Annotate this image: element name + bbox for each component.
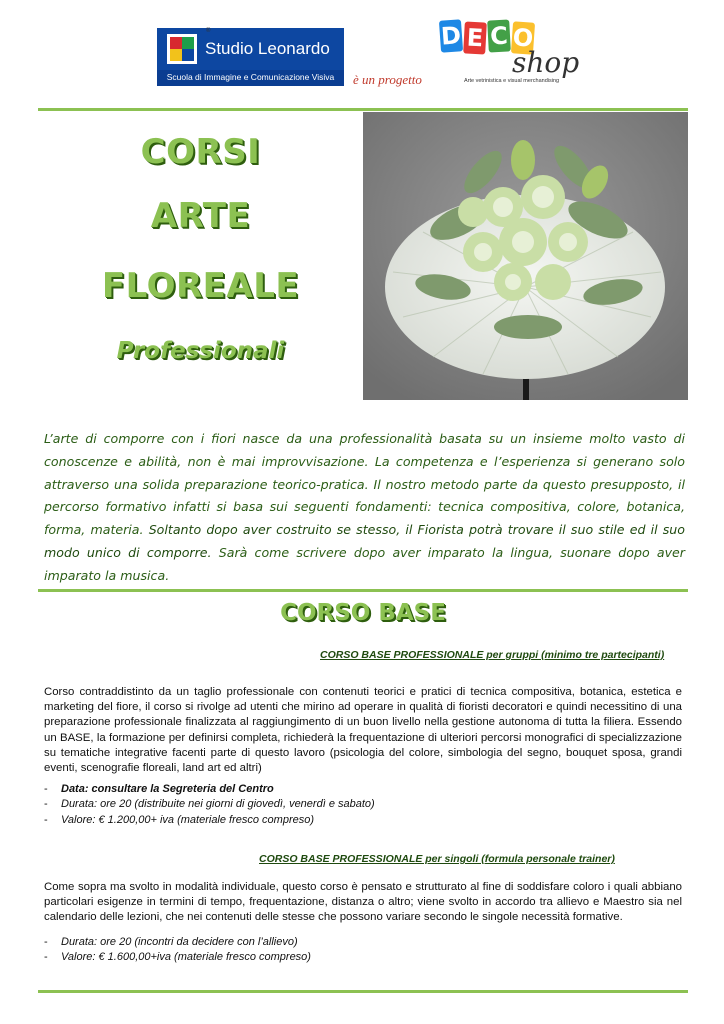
- floral-bouquet-photo: [363, 112, 688, 400]
- deco-letter-o: O: [511, 21, 535, 54]
- deco-shop-logo: [440, 20, 600, 90]
- studio-leonardo-name: Studio Leonardo: [205, 39, 330, 58]
- deco-tagline: Arte vetrinistica e visual merchandising: [464, 78, 560, 84]
- singoli-bullet-list: [44, 935, 311, 966]
- singoli-description: Come sopra ma svolto in modalità individuale, questo corso è pensato e strutturato al fine di soddisfare coloro i quali abbiano particolari esigenze in termini di tempo, frequentazione, distanza o altro; viene svolto in accordo tra allievo e Maestro sia nel calendario delle lezioni, che nei contenuti delle stesse che possono variare secondo le singole necessità formative.: [44, 881, 682, 924]
- bouquet-illustration: [363, 112, 688, 400]
- singoli-bullet-durata: Durata: ore 20 (incontri da decidere con l’allievo): [61, 936, 298, 948]
- list-item: - Data: consultare la Segreteria del Centro: [44, 783, 274, 795]
- gruppi-description: Corso contraddistinto da un taglio professionale con contenuti teorici e pratici di tecnica compositiva, botanica, estetica e marketing del fiore, il corso si rivolge ad utenti che mirino ad operare in qualità di fioristi decoratori e quindi necessitino di una preparazione professionale finalizzata al raggiungimento di un buon livello nella gestione autonoma di tutta la filiera. Essendo un BASE, la formazione per definirsi completa, richiederà la frequentazione di ulteriori percorsi monografici di specializzazione su tematiche integrative facenti parte di questo lavoro (psicologia del colore, simbologia del segno, bouquet sposa, grandi eventi, scenografie floreali, land art ed altri): [44, 686, 682, 775]
- gruppi-bullet-valore: Valore: € 1.200,00+ iva (materiale fresco compreso): [61, 813, 315, 826]
- singoli-heading: CORSO BASE PROFESSIONALE per singoli (formula personale trainer): [259, 853, 615, 865]
- intro-text-emphasis: Soltanto dopo aver costruito se stesso, il Fiorista potrà trovare il suo stile ed il suo modo unico di comporre.: [44, 522, 685, 560]
- list-item: - Durata: ore 20 (incontri da decidere con l’allievo): [44, 936, 298, 948]
- studio-leonardo-subtitle: Scuola di Immagine e Comunicazione Visiva: [166, 72, 335, 82]
- intro-paragraph: [44, 428, 685, 588]
- gruppi-bullet-durata: Durata: ore 20 (distribuite nei giorni di giovedì, venerdì e sabato): [61, 798, 375, 811]
- divider-top: [38, 108, 688, 111]
- hero-title-line-1: CORSI: [140, 132, 261, 172]
- hero-title-line-3: FLOREALE: [101, 266, 300, 306]
- singoli-bullet-valore: Valore: € 1.600,00+iva (materiale fresco compreso): [61, 951, 311, 964]
- intro-text-part-1: L’arte di comporre con i fiori nasce da una professionalità basata su un insieme molto vasto di conoscenze e abilità, non è mai improvvisazione. La competenza e l’esperienza si generano solo attraverso una solida preparazione teorico-pratica. Il nostro metodo parte da questo presupposto, il percorso formativo infatti si basa sui seguenti fondamenti: tecnica compositiva, colore, botanica, forma, materia.: [44, 431, 685, 538]
- hero-subtitle: Professionali: [116, 338, 285, 364]
- gruppi-bullet-data: Data: consultare la Segreteria del Centro: [61, 783, 274, 795]
- studio-leonardo-logo: [157, 28, 344, 86]
- deco-letter-d: D: [439, 19, 463, 52]
- deco-letter-c: C: [487, 19, 511, 52]
- registered-mark: ®: [206, 28, 211, 34]
- intro-text-part-2: Sarà come scrivere dopo aver imparato la lingua, suonare dopo aver imparato la musica.: [44, 544, 685, 583]
- list-item: - Valore: € 1.600,00+iva (materiale fresco compreso): [44, 951, 311, 964]
- progetto-label: è un progetto: [353, 72, 422, 87]
- list-item: - Durata: ore 20 (distribuite nei giorni di giovedì, venerdì e sabato): [44, 798, 375, 811]
- gruppi-bullet-list: [44, 782, 375, 828]
- studio-leonardo-mark-icon: [167, 34, 197, 64]
- deco-letter-e: E: [463, 21, 487, 54]
- corso-base-title: CORSO BASE: [280, 600, 446, 626]
- hero-title-block: [38, 112, 363, 400]
- list-item: - Valore: € 1.200,00+ iva (materiale fresco compreso): [44, 813, 315, 826]
- gruppi-heading: CORSO BASE PROFESSIONALE per gruppi (minimo tre partecipanti): [320, 649, 665, 661]
- divider-middle: [38, 589, 688, 592]
- divider-bottom: [38, 990, 688, 993]
- deco-shop-word: shop: [512, 46, 580, 79]
- hero-title-line-2: ARTE: [150, 196, 251, 236]
